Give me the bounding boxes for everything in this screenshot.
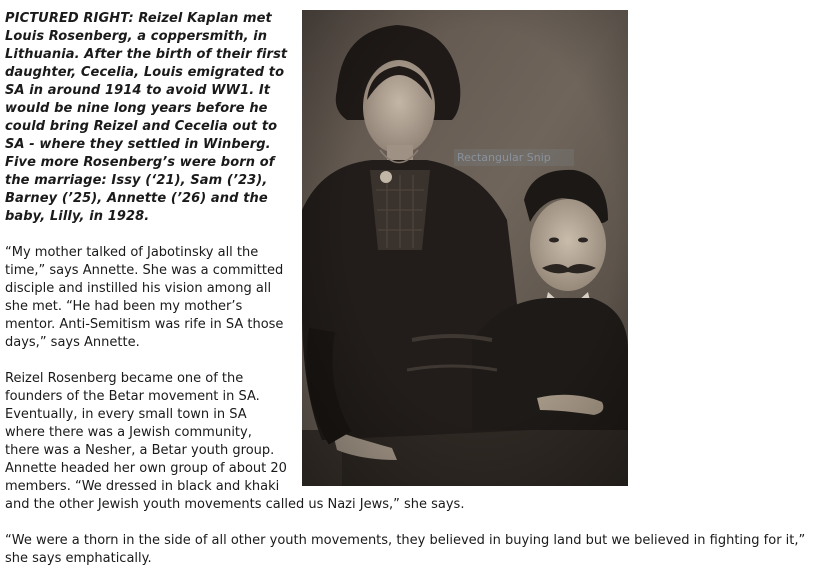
paragraph-betar: Reizel Rosenberg became one of the founders of the Betar movement in SA. Eventually, in every small town in SA where there was a Jewish community, there was a Nesher, a Betar youth group. Annette headed her own group of about 20 members. “We dressed in black and khaki and the other Jewish youth movements called us Nazi Jews,” she says.: [5, 371, 465, 512]
paragraph-youth-movements: “We were a thorn in the side of all other youth movements, they believed in buying land but we believed in fighting for it,” she says emphatically.: [5, 533, 806, 566]
couple-photo: [302, 10, 628, 486]
photo-caption: PICTURED RIGHT: Reizel Kaplan met Louis Rosenberg, a coppersmith, in Lithuania. After the birth of their first daughter, Cecelia, Louis emigrated to SA in around 1914 to avoid WW1. It would be nine long years before he could bring Reizel and Cecelia out to SA - where they settled in Winberg. Five more Rosenberg’s were born of the marriage: Issy (‘21), Sam (’23), Barney (’25), Annette (’26) and the baby, Lilly, in 1928.: [5, 11, 288, 224]
snip-overlay-label: Rectangular Snip: [457, 151, 551, 164]
article: [5, 10, 825, 586]
paragraph-jabotinsky: “My mother talked of Jabotinsky all the time,” says Annette. She was a committed disciple and instilled his vision among all she met. “He had been my mother’s mentor. Anti-Semitism was rife in SA those days,” says Annette.: [5, 245, 284, 350]
couple-photo-image: [302, 10, 628, 486]
